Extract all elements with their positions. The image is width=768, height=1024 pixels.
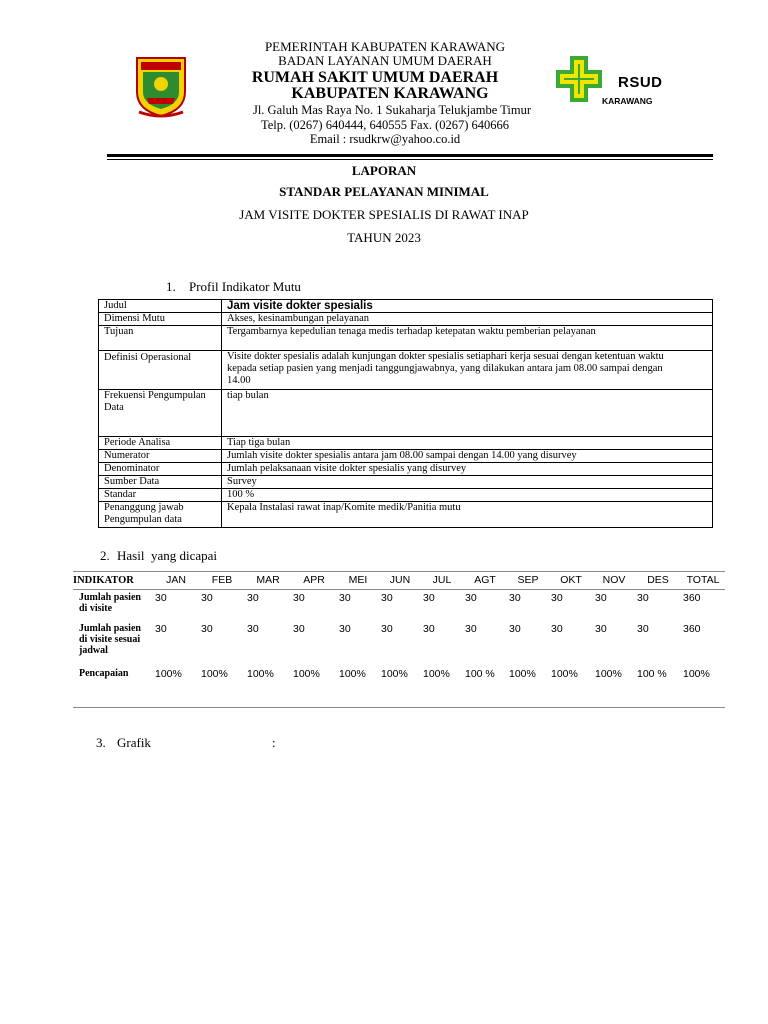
hospital-name: RUMAH SAKIT UMUM DAERAH [251, 69, 499, 86]
col-header: SEP [517, 574, 539, 586]
row-key: Numerator [99, 450, 222, 463]
section3-heading [96, 735, 151, 751]
col-header: JUL [432, 574, 452, 586]
letterhead-divider-thin [107, 159, 713, 160]
table-row [99, 489, 713, 502]
karawang-logo-text: KARAWANG [602, 96, 653, 106]
cell: 30 [293, 622, 305, 635]
cell: 100% [339, 667, 366, 680]
email: Email : rsudkrw@yahoo.co.id [309, 132, 461, 146]
letterhead [200, 0, 570, 150]
cell: 100% [423, 667, 450, 680]
table-row [99, 450, 713, 463]
table-row [73, 623, 725, 668]
cell: 30 [247, 622, 259, 635]
report-topic: JAM VISITE DOKTER SPESIALIS DI RAWAT INAP [239, 207, 529, 222]
row-key: Sumber Data [99, 476, 222, 489]
row-label: Jumlah pasien di visite [79, 592, 141, 614]
cell: 30 [595, 592, 607, 604]
table-row [73, 590, 725, 623]
district-name: KABUPATEN KARAWANG [291, 85, 489, 102]
cell: 100% [201, 667, 228, 680]
col-header: DES [647, 574, 669, 586]
cell: 100% [381, 667, 408, 680]
cell: 30 [293, 592, 305, 604]
cell: 30 [423, 622, 435, 635]
table-row [99, 476, 713, 489]
cell: 30 [155, 622, 167, 635]
cell: 30 [551, 622, 563, 635]
govt-name: PEMERINTAH KABUPATEN KARAWANG [264, 39, 506, 54]
col-header: JAN [166, 574, 186, 586]
row-value: 100 % [222, 489, 713, 502]
table-row [99, 313, 713, 326]
cell: 100% [509, 667, 536, 680]
cell: 30 [339, 622, 351, 635]
cell: 100% [551, 667, 578, 680]
cell: 100% [155, 667, 182, 680]
cell: 100 % [465, 667, 495, 680]
row-value: Visite dokter spesialis adalah kunjungan dokter spesialis setiaphari kerja sesuai dengan ketentuan waktu kepada setiap pasien yang menjadi tanggungjawabnya, yang dilakukan antara jam 08.00 sampai dengan 14.00 [222, 351, 713, 390]
section1-heading [166, 279, 301, 295]
address: Jl. Galuh Mas Raya No. 1 Sukaharja Telukjambe Timur [252, 103, 532, 117]
cell: 30 [637, 622, 649, 635]
col-header: TOTAL [686, 574, 720, 586]
row-key: Definisi Operasional [99, 351, 222, 390]
row-key: Dimensi Mutu [99, 313, 222, 326]
report-year: TAHUN 2023 [347, 230, 421, 245]
report-subtitle: STANDAR PELAYANAN MINIMAL [279, 184, 489, 199]
cell: 30 [465, 592, 477, 604]
cell: 30 [201, 622, 213, 635]
row-key: Frekuensi Pengumpulan Data [99, 390, 222, 437]
letterhead-divider-thick [107, 154, 713, 157]
cell: 100% [595, 667, 622, 680]
col-header: INDIKATOR [73, 574, 134, 586]
row-key: Penanggung jawab Pengumpulan data [99, 502, 222, 528]
table-row [99, 390, 713, 437]
section1-title: Profil Indikator Mutu [189, 279, 301, 294]
section3-colon: : [272, 735, 276, 750]
col-header: NOV [602, 574, 626, 586]
row-key: Denominator [99, 463, 222, 476]
table-row [99, 502, 713, 528]
row-value: Survey [222, 476, 713, 489]
cell: 30 [509, 622, 521, 635]
cell: 30 [381, 592, 393, 604]
col-header: APR [303, 574, 325, 586]
cell: 30 [551, 592, 563, 604]
section3-number: 3. [96, 735, 106, 750]
agency-name: BADAN LAYANAN UMUM DAERAH [278, 53, 492, 68]
cell: 30 [509, 592, 521, 604]
row-label: Jumlah pasien di visite sesuai jadwal [79, 622, 141, 656]
row-key: Judul [99, 300, 222, 313]
row-key: Tujuan [99, 326, 222, 351]
hasil-table [73, 571, 725, 708]
row-value: Akses, kesinambungan pelayanan [222, 313, 713, 326]
cell: 100% [293, 667, 320, 680]
cell: 30 [465, 622, 477, 635]
cell: 30 [637, 592, 649, 604]
cell: 30 [423, 592, 435, 604]
row-label: Pencapaian [79, 667, 129, 679]
row-value: Jam visite dokter spesialis [222, 300, 713, 313]
col-header: MAR [256, 574, 280, 586]
section3-title: Grafik [117, 735, 151, 750]
table-row [99, 300, 713, 313]
cell: 100% [683, 667, 710, 680]
cell: 30 [339, 592, 351, 604]
section2-title: Hasil yang dicapai [117, 548, 217, 563]
col-header: AGT [474, 574, 496, 586]
row-key: Periode Analisa [99, 437, 222, 450]
table-row [99, 326, 713, 351]
table-header-row [73, 572, 725, 590]
cell: 30 [595, 622, 607, 635]
row-value: Jumlah visite dokter spesialis antara jam 08.00 sampai dengan 14.00 yang disurvey [222, 450, 713, 463]
karawang-emblem-logo [133, 54, 189, 118]
section1-number: 1. [166, 279, 176, 294]
phone: Telp. (0267) 640444, 640555 Fax. (0267) 640666 [260, 118, 510, 132]
profil-indikator-table [98, 299, 713, 528]
col-header: MEI [348, 574, 368, 586]
table-row [99, 351, 713, 390]
cell: 30 [247, 592, 259, 604]
row-value: Tiap tiga bulan [222, 437, 713, 450]
cell: 30 [155, 592, 167, 604]
row-value: Jumlah pelaksanaan visite dokter spesialis yang disurvey [222, 463, 713, 476]
row-value: tiap bulan [222, 390, 713, 437]
table-row [99, 437, 713, 450]
table-row [73, 668, 725, 708]
section2-heading [100, 548, 217, 564]
cell: 30 [201, 592, 213, 604]
section2-number: 2. [100, 548, 110, 563]
cell: 30 [381, 622, 393, 635]
cell: 360 [683, 622, 701, 635]
cell: 100 % [637, 667, 667, 680]
row-key: Standar [99, 489, 222, 502]
col-header: FEB [211, 574, 233, 586]
table-row [99, 463, 713, 476]
row-value: Tergambarnya kepedulian tenaga medis terhadap ketepatan waktu pemberian pelayanan [222, 326, 713, 351]
cell: 360 [683, 592, 701, 604]
cell: 100% [247, 667, 274, 680]
row-value: Kepala Instalasi rawat inap/Komite medik/Panitia mutu [222, 502, 713, 528]
report-title: LAPORAN [351, 163, 417, 178]
col-header: OKT [560, 574, 582, 586]
col-header: JUN [389, 574, 411, 586]
rsud-logo-text: RSUD [618, 74, 663, 91]
